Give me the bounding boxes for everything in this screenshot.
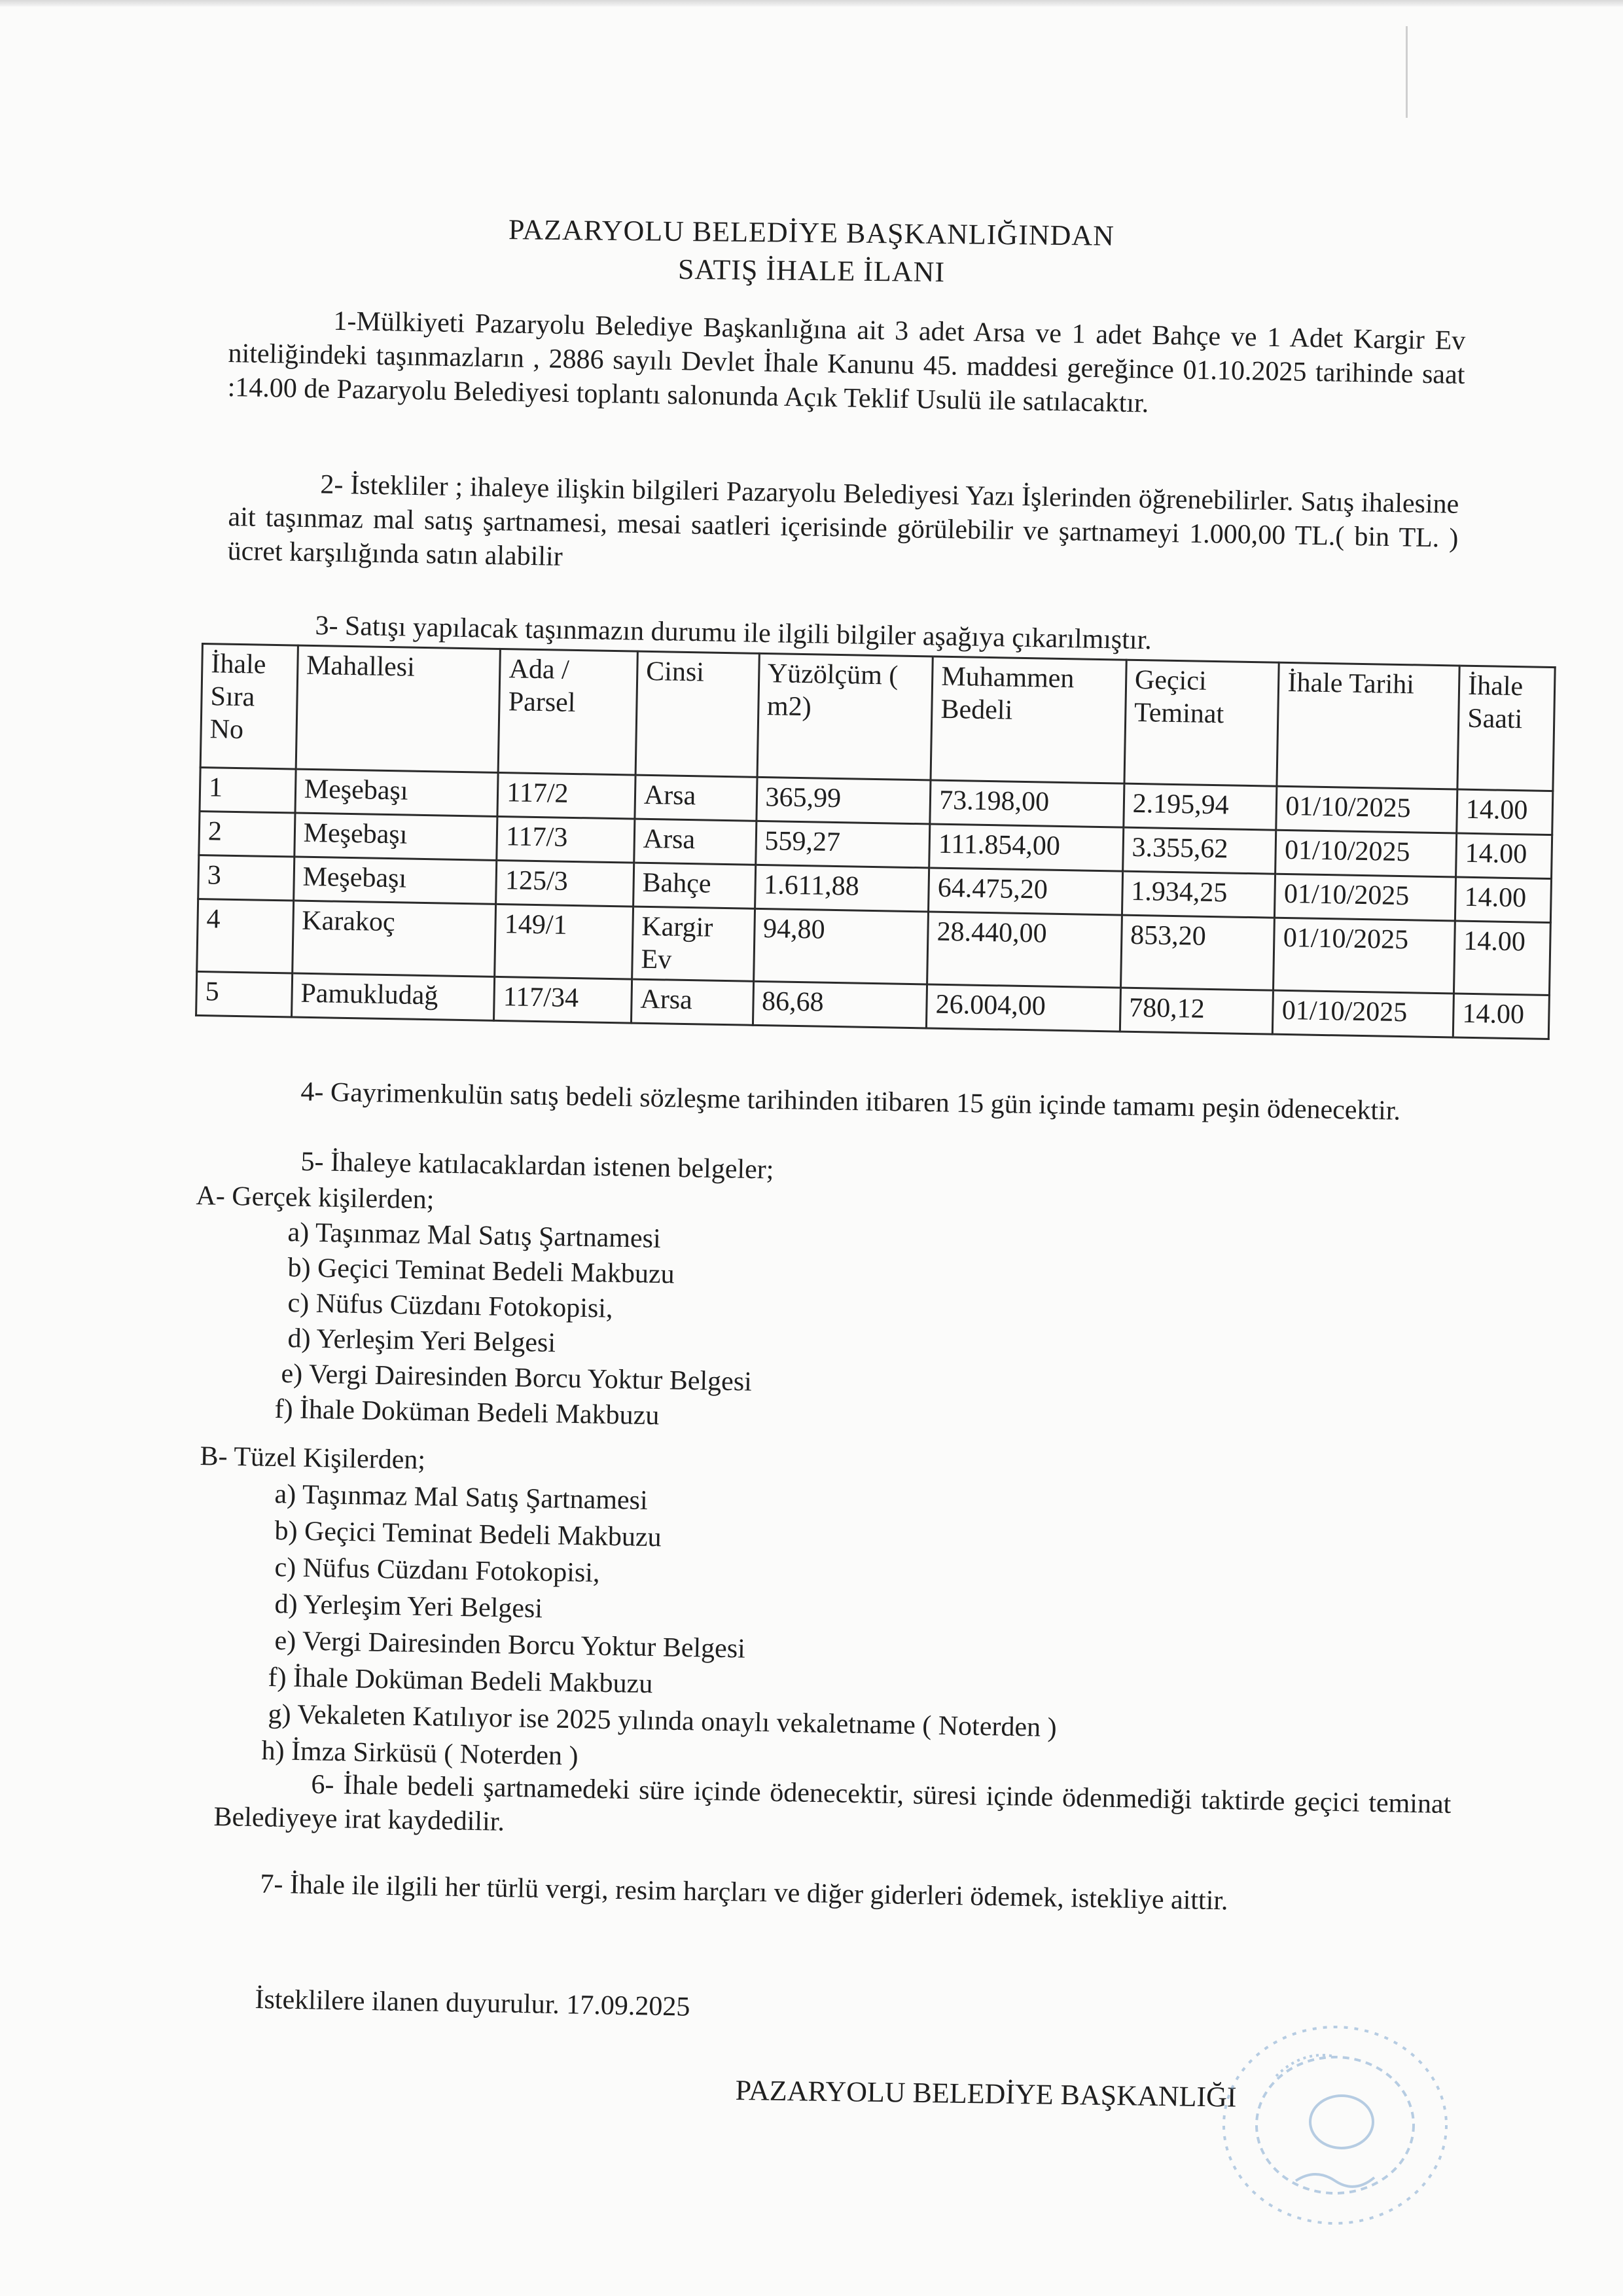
header-cell: İhale Sıra No bbox=[200, 644, 298, 770]
cell-cinsi: Arsa bbox=[635, 775, 757, 821]
section-a-title: A- Gerçek kişilerden; bbox=[196, 1180, 435, 1215]
cell-price: 73.198,00 bbox=[930, 780, 1124, 827]
scan-artifact bbox=[1406, 26, 1408, 118]
header-subtitle: SATIŞ İHALE İLANI bbox=[677, 253, 946, 289]
list-item: e) Vergi Dairesinden Borcu Yoktur Belgesi bbox=[281, 1358, 753, 1397]
cell-deposit: 780,12 bbox=[1120, 988, 1274, 1034]
cell-parsel: 149/1 bbox=[495, 904, 633, 979]
list-item: h) İmza Sirküsü ( Noterden ) bbox=[261, 1735, 579, 1772]
cell-date: 01/10/2025 bbox=[1273, 990, 1454, 1037]
cell-cinsi: Arsa bbox=[634, 819, 757, 865]
scan-edge bbox=[0, 0, 1623, 7]
paragraph-7: 7- İhale ile ilgili her türlü vergi, resim harçları ve diğer giderleri ödemek, istekliye aittir. bbox=[260, 1869, 1228, 1916]
cell-date: 01/10/2025 bbox=[1274, 918, 1455, 994]
header-cell: Mahallesi bbox=[296, 645, 501, 772]
list-item: f) İhale Doküman Bedeli Makbuzu bbox=[274, 1393, 660, 1431]
cell-parsel: 117/34 bbox=[494, 977, 632, 1023]
header-cell: İhale Saati bbox=[1457, 666, 1555, 791]
cell-area: 559,27 bbox=[755, 821, 930, 868]
list-item: d) Yerleşim Yeri Belgesi bbox=[274, 1588, 543, 1624]
header-cell: Cinsi bbox=[635, 651, 759, 777]
cell-no: 5 bbox=[196, 971, 293, 1017]
cell-time: 14.00 bbox=[1455, 877, 1551, 923]
cell-date: 01/10/2025 bbox=[1275, 874, 1456, 921]
list-item: a) Taşınmaz Mal Satış Şartnamesi bbox=[274, 1479, 649, 1516]
header-title: PAZARYOLU BELEDİYE BAŞKANLIĞINDAN bbox=[508, 213, 1115, 252]
paragraph-6: 6- İhale bedeli şartnamedeki süre içinde ödenecektir, süresi içinde ödenmediği taktirde geçici teminat Belediyeye irat kaydedilir. bbox=[213, 1769, 1452, 1837]
table-header-row bbox=[200, 644, 1555, 791]
paragraph-5: 5- İhaleye katılacaklardan istenen belgeler; bbox=[300, 1146, 774, 1185]
cell-price: 26.004,00 bbox=[927, 984, 1121, 1031]
cell-area: 1.611,88 bbox=[755, 865, 929, 912]
signature-block: PAZARYOLU BELEDİYE BAŞKANLIĞI bbox=[735, 2074, 1237, 2113]
cell-price: 64.475,20 bbox=[929, 868, 1123, 915]
cell-time: 14.00 bbox=[1457, 789, 1553, 835]
cell-mahalle: Meşebaşı bbox=[295, 769, 499, 816]
list-item: b) Geçici Teminat Bedeli Makbuzu bbox=[274, 1515, 662, 1553]
cell-time: 14.00 bbox=[1454, 921, 1550, 996]
cell-mahalle: Pamukludağ bbox=[291, 973, 495, 1020]
list-item: e) Vergi Dairesinden Borcu Yoktur Belgesi bbox=[274, 1625, 746, 1664]
cell-date: 01/10/2025 bbox=[1276, 786, 1457, 833]
cell-cinsi: Bahçe bbox=[633, 863, 755, 908]
property-table bbox=[195, 643, 1556, 1040]
official-seal-icon bbox=[1198, 2017, 1472, 2233]
cell-area: 94,80 bbox=[753, 908, 929, 984]
cell-price: 28.440,00 bbox=[927, 912, 1122, 988]
header-cell: Muhammen Bedeli bbox=[931, 656, 1126, 783]
cell-date: 01/10/2025 bbox=[1275, 830, 1457, 877]
cell-mahalle: Karakoç bbox=[292, 901, 495, 977]
header-cell: Ada / Parsel bbox=[498, 649, 637, 775]
cell-area: 365,99 bbox=[756, 777, 931, 824]
paragraph-1: 1-Mülkiyeti Pazaryolu Belediye Başkanlığına ait 3 adet Arsa ve 1 adet Bahçe ve 1 Adet Kargir Ev niteliğindeki taşınmazların , 2886 sayılı Devlet İhale Kanunu 45. maddesi gereğince 01.10.2025 tarihinde saat :14.00 de Pazaryolu Belediyesi toplantı salonunda Açık Teklif Usulü ile satılacaktır. bbox=[227, 306, 1466, 419]
cell-time: 14.00 bbox=[1453, 994, 1549, 1039]
list-item: d) Yerleşim Yeri Belgesi bbox=[287, 1323, 556, 1359]
cell-deposit: 2.195,94 bbox=[1124, 783, 1277, 830]
paragraph-3: 3- Satışı yapılacak taşınmazın durumu ile ilgili bilgiler aşağıya çıkarılmıştır. bbox=[315, 610, 1152, 656]
cell-cinsi: Kargir Ev bbox=[632, 906, 755, 981]
list-item: a) Taşınmaz Mal Satış Şartnamesi bbox=[287, 1217, 662, 1254]
cell-time: 14.00 bbox=[1456, 833, 1552, 879]
cell-deposit: 1.934,25 bbox=[1122, 871, 1275, 918]
header-cell: Geçici Teminat bbox=[1124, 660, 1279, 786]
cell-no: 3 bbox=[198, 855, 294, 901]
section-b-title: B- Tüzel Kişilerden; bbox=[200, 1441, 426, 1476]
list-item: c) Nüfus Cüzdanı Fotokopisi, bbox=[287, 1287, 613, 1324]
closing-line: İsteklilere ilanen duyurulur. 17.09.2025 bbox=[255, 1984, 690, 2022]
list-item: f) İhale Doküman Bedeli Makbuzu bbox=[268, 1662, 653, 1700]
list-item: c) Nüfus Cüzdanı Fotokopisi, bbox=[274, 1552, 600, 1588]
cell-mahalle: Meşebaşı bbox=[294, 813, 498, 860]
cell-parsel: 117/3 bbox=[497, 816, 635, 863]
cell-no: 1 bbox=[200, 767, 296, 813]
cell-deposit: 853,20 bbox=[1120, 915, 1275, 990]
cell-price: 111.854,00 bbox=[929, 824, 1124, 871]
cell-parsel: 125/3 bbox=[496, 860, 634, 906]
cell-area: 86,68 bbox=[753, 981, 927, 1028]
cell-no: 2 bbox=[199, 811, 295, 857]
header-cell: İhale Tarihi bbox=[1277, 662, 1459, 789]
cell-parsel: 117/2 bbox=[497, 772, 635, 819]
cell-mahalle: Meşebaşı bbox=[293, 857, 497, 904]
cell-deposit: 3.355,62 bbox=[1122, 827, 1276, 874]
list-item: b) Geçici Teminat Bedeli Makbuzu bbox=[287, 1252, 675, 1290]
header-cell: Yüzölçüm ( m2) bbox=[757, 653, 933, 780]
paragraph-4: 4- Gayrimenkulün satış bedeli sözleşme tarihinden itibaren 15 gün içinde tamamı peşin ödenecektir. bbox=[300, 1077, 1401, 1126]
cell-cinsi: Arsa bbox=[631, 979, 753, 1025]
paragraph-2: 2- İstekliler ; ihaleye ilişkin bilgileri Pazaryolu Belediyesi Yazı İşlerinden öğrenebilirler. Satış ihalesine ait taşınmaz mal satış şartnamesi, mesai saatleri içerisinde görülebilir ve şartnameyi 1.000,00 TL.( bin TL. ) ücret karşılığında satın alabilir bbox=[227, 469, 1459, 572]
cell-no: 4 bbox=[197, 899, 294, 973]
list-item: g) Vekaleten Katılıyor ise 2025 yılında onaylı vekaletname ( Noterden ) bbox=[268, 1698, 1057, 1744]
